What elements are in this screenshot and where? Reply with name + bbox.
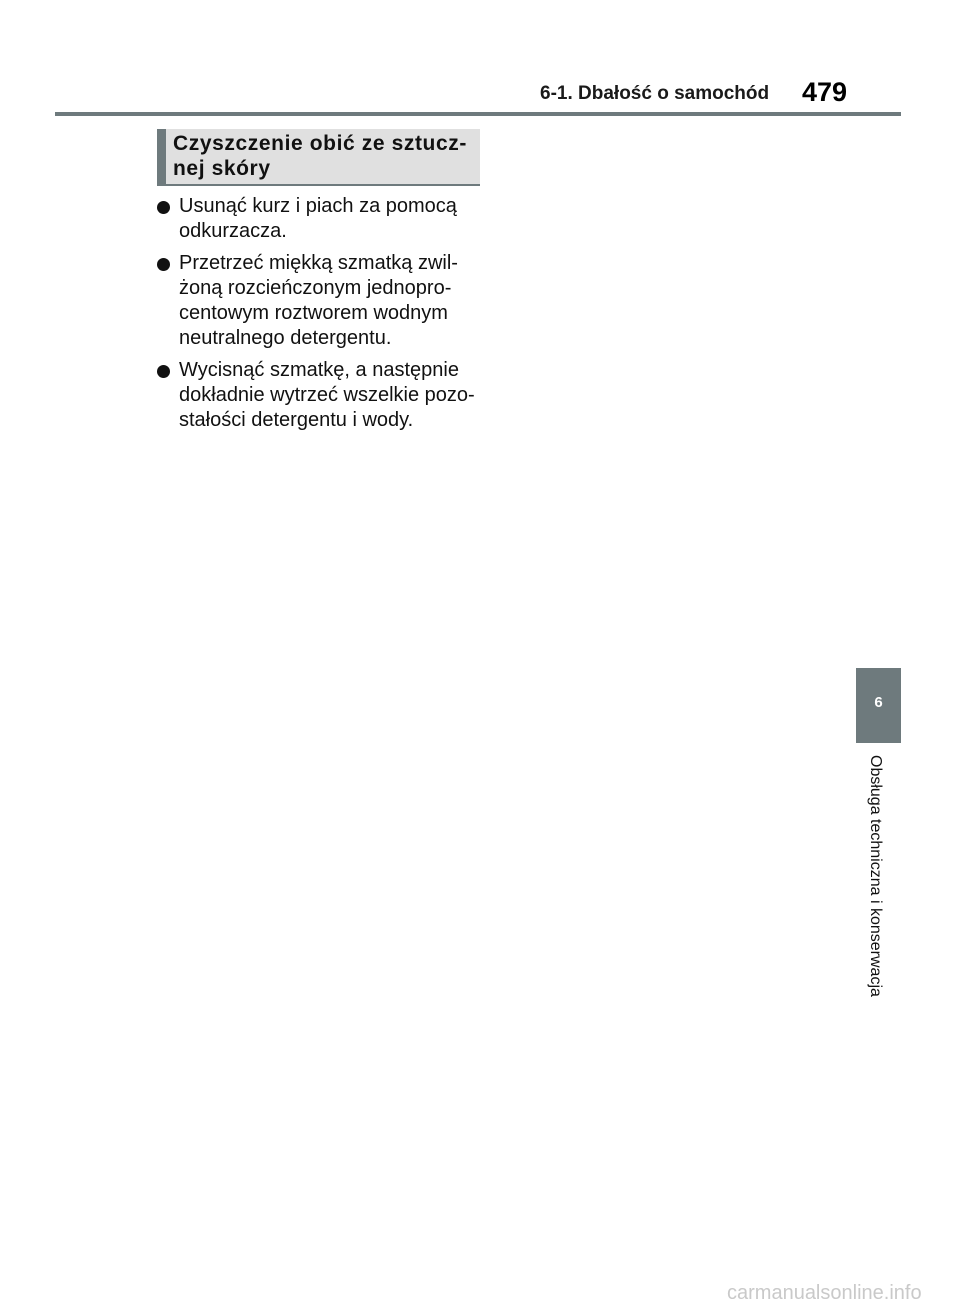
section-heading [157, 129, 480, 186]
list-item-line: dokładnie wytrzeć wszelkie pozo- [179, 384, 475, 406]
list-item-line: odkurzacza. [179, 220, 287, 242]
list-item-line: Wycisnąć szmatkę, a następnie [179, 359, 459, 381]
chapter-tab [856, 668, 901, 743]
list-item-line: Usunąć kurz i piach za pomocą [179, 195, 457, 217]
section-heading-line: Czyszczenie obić ze sztucz- [173, 132, 467, 155]
header-section-title: 6-1. Dbałość o samochód [540, 83, 770, 104]
list-item-line: żoną rozcieńczonym jednopro- [179, 277, 452, 299]
watermark: carmanualsonline.info [727, 1282, 922, 1304]
bullet-dot-icon [157, 201, 170, 214]
header-divider [55, 112, 901, 116]
list-item [157, 194, 487, 244]
bullet-dot-icon [157, 365, 170, 378]
list-item [157, 358, 487, 433]
list-item-line: centowym roztworem wodnym [179, 302, 448, 324]
list-item-line: stałości detergentu i wody. [179, 409, 414, 431]
section-heading-accent-bar [157, 129, 166, 184]
chapter-number: 6 [874, 694, 883, 711]
list-item-line: Przetrzeć miękką szmatką zwil- [179, 252, 458, 274]
instruction-list [157, 194, 487, 440]
list-item-line: neutralnego detergentu. [179, 327, 392, 349]
list-item [157, 251, 487, 351]
page-number: 479 [802, 77, 848, 107]
chapter-label: Obsługa techniczna i konserwacja [867, 755, 884, 997]
section-heading-text [173, 131, 473, 181]
bullet-dot-icon [157, 258, 170, 271]
section-heading-line: nej skóry [173, 157, 271, 180]
